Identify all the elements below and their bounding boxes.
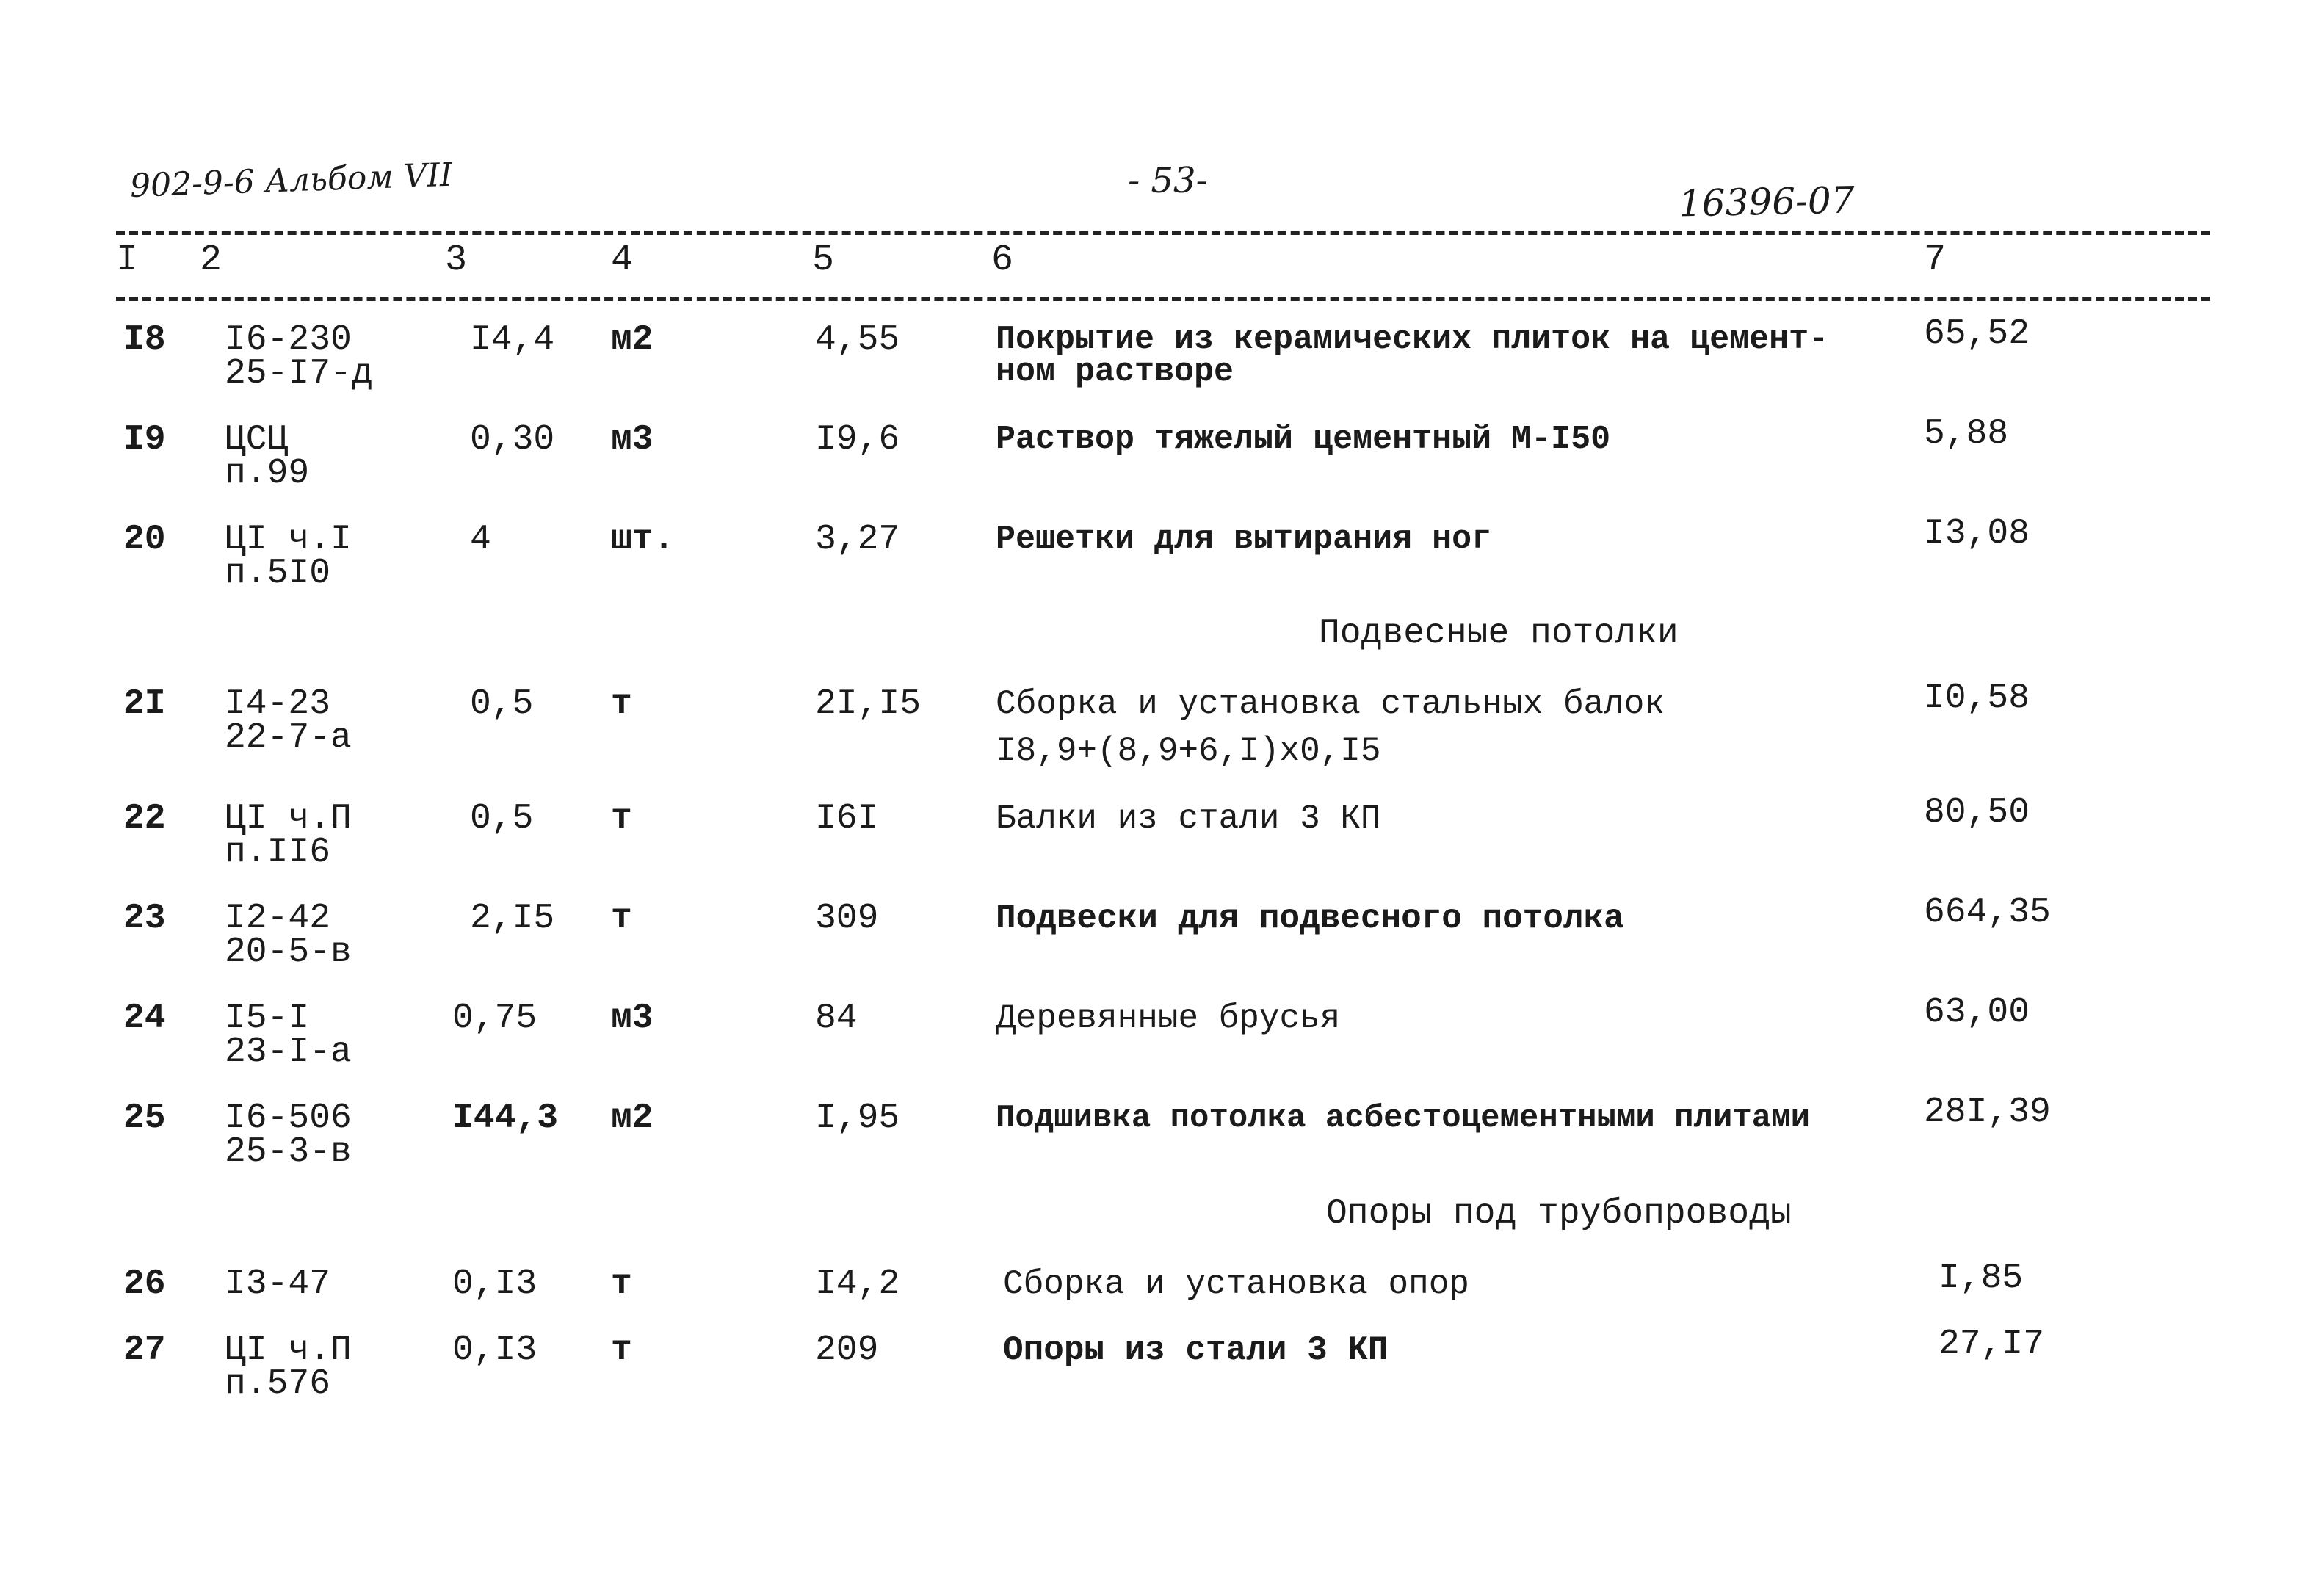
description: Подвески для подвесного потолка [996, 899, 1624, 938]
ref-subcode: 25-I7-д [225, 354, 373, 394]
total: 80,50 [1924, 793, 2030, 833]
ref-subcode: 25-3-в [225, 1132, 352, 1172]
unit-price: 4,55 [815, 320, 900, 360]
ref-subcode: 22-7-а [225, 718, 352, 758]
quantity: 0,75 [452, 999, 537, 1038]
ref-subcode: п.II6 [225, 833, 331, 872]
unit: м3 [611, 999, 654, 1038]
unit-price: I4,2 [815, 1264, 900, 1304]
description: Сборка и установка стальных балок [996, 685, 1665, 723]
quantity: 0,5 [470, 684, 534, 724]
unit-price: 209 [815, 1330, 879, 1370]
total: 664,35 [1924, 893, 2051, 933]
column-header-1: I [116, 239, 139, 281]
row-number: 20 [123, 520, 166, 560]
total: 28I,39 [1924, 1093, 2051, 1132]
ref-code: ЦI ч.П [225, 799, 352, 839]
ref-code: I5-I [225, 999, 310, 1038]
unit-price: 3,27 [815, 520, 900, 560]
row-number: 27 [123, 1330, 166, 1370]
description: Опоры из стали 3 КП [1003, 1331, 1389, 1369]
description: Покрытие из керамических плиток на цемент- [996, 321, 1829, 358]
unit-price: 84 [815, 999, 858, 1038]
ref-code: I6-506 [225, 1098, 352, 1138]
album-code-handwritten: 902-9-6 Альбом VII [129, 156, 454, 205]
ref-code: ЦСЦ [225, 420, 289, 460]
ref-code: I4-23 [225, 684, 331, 724]
description: Балки из стали 3 КП [996, 800, 1381, 838]
row-number: 25 [123, 1098, 166, 1138]
unit-price: I,95 [815, 1098, 900, 1138]
total: 65,52 [1924, 314, 2030, 354]
document-number: 16396-07 [1678, 178, 1856, 225]
unit: т [611, 1330, 632, 1370]
quantity: I4,4 [470, 320, 555, 360]
row-number: 24 [123, 999, 166, 1038]
column-header-2: 2 [200, 239, 222, 281]
total: I0,58 [1924, 678, 2030, 718]
ref-subcode: 20-5-в [225, 933, 352, 972]
quantity: 2,I5 [470, 899, 555, 938]
row-number: I9 [123, 420, 166, 460]
ref-code: I3-47 [225, 1264, 331, 1304]
row-number: 26 [123, 1264, 166, 1304]
unit: шт. [611, 520, 675, 560]
total: 63,00 [1924, 993, 2030, 1032]
unit-price: I6I [815, 799, 879, 839]
header-rule-top [116, 231, 2210, 235]
description-formula: I8,9+(8,9+6,I)x0,I5 [996, 732, 1381, 770]
description: Раствор тяжелый цементный М-I50 [996, 421, 1611, 458]
column-header-3: 3 [445, 239, 468, 281]
column-header-7: 7 [1924, 239, 1947, 281]
unit: м2 [611, 1098, 654, 1138]
total: I3,08 [1924, 514, 2030, 554]
description: Решетки для вытирания ног [996, 521, 1492, 558]
column-header-5: 5 [812, 239, 835, 281]
unit: т [611, 899, 632, 938]
row-number: 22 [123, 799, 166, 839]
ref-code: I6-230 [225, 320, 352, 360]
row-number: 23 [123, 899, 166, 938]
quantity: I44,3 [452, 1098, 559, 1138]
unit: т [611, 799, 632, 839]
ref-code: I2-42 [225, 899, 331, 938]
section-heading-ceilings: Подвесные потолки [1319, 614, 1679, 653]
unit-price: 309 [815, 899, 879, 938]
description: Подшивка потолка асбестоцементными плитами [996, 1100, 1810, 1137]
unit: т [611, 1264, 632, 1304]
total: I,85 [1939, 1259, 2024, 1298]
description: Сборка и установка опор [1003, 1265, 1469, 1303]
unit-price: 2I,I5 [815, 684, 922, 724]
unit: т [611, 684, 632, 724]
header-rule-bottom [116, 297, 2210, 301]
ref-code: ЦI ч.П [225, 1330, 352, 1370]
ref-subcode: п.5I0 [225, 554, 331, 593]
quantity: 0,5 [470, 799, 534, 839]
quantity: 0,30 [470, 420, 555, 460]
row-number: 2I [123, 684, 166, 724]
page-number: - 53- [1128, 160, 1208, 201]
quantity: 0,I3 [452, 1330, 537, 1370]
unit: м2 [611, 320, 654, 360]
quantity: 4 [470, 520, 491, 560]
description: Деревянные брусья [996, 999, 1341, 1038]
section-heading-supports: Опоры под трубопроводы [1326, 1194, 1792, 1234]
ref-code: ЦI ч.I [225, 520, 352, 560]
ref-subcode: п.99 [225, 454, 310, 493]
total: 27,I7 [1939, 1325, 2045, 1364]
quantity: 0,I3 [452, 1264, 537, 1304]
column-header-4: 4 [611, 239, 634, 281]
row-number: I8 [123, 320, 166, 360]
column-header-6: 6 [991, 239, 1014, 281]
description-line2: ном растворе [996, 353, 1234, 391]
unit-price: I9,6 [815, 420, 900, 460]
unit: м3 [611, 420, 654, 460]
ref-subcode: п.576 [225, 1364, 331, 1404]
total: 5,88 [1924, 414, 2009, 454]
ref-subcode: 23-I-а [225, 1032, 352, 1072]
